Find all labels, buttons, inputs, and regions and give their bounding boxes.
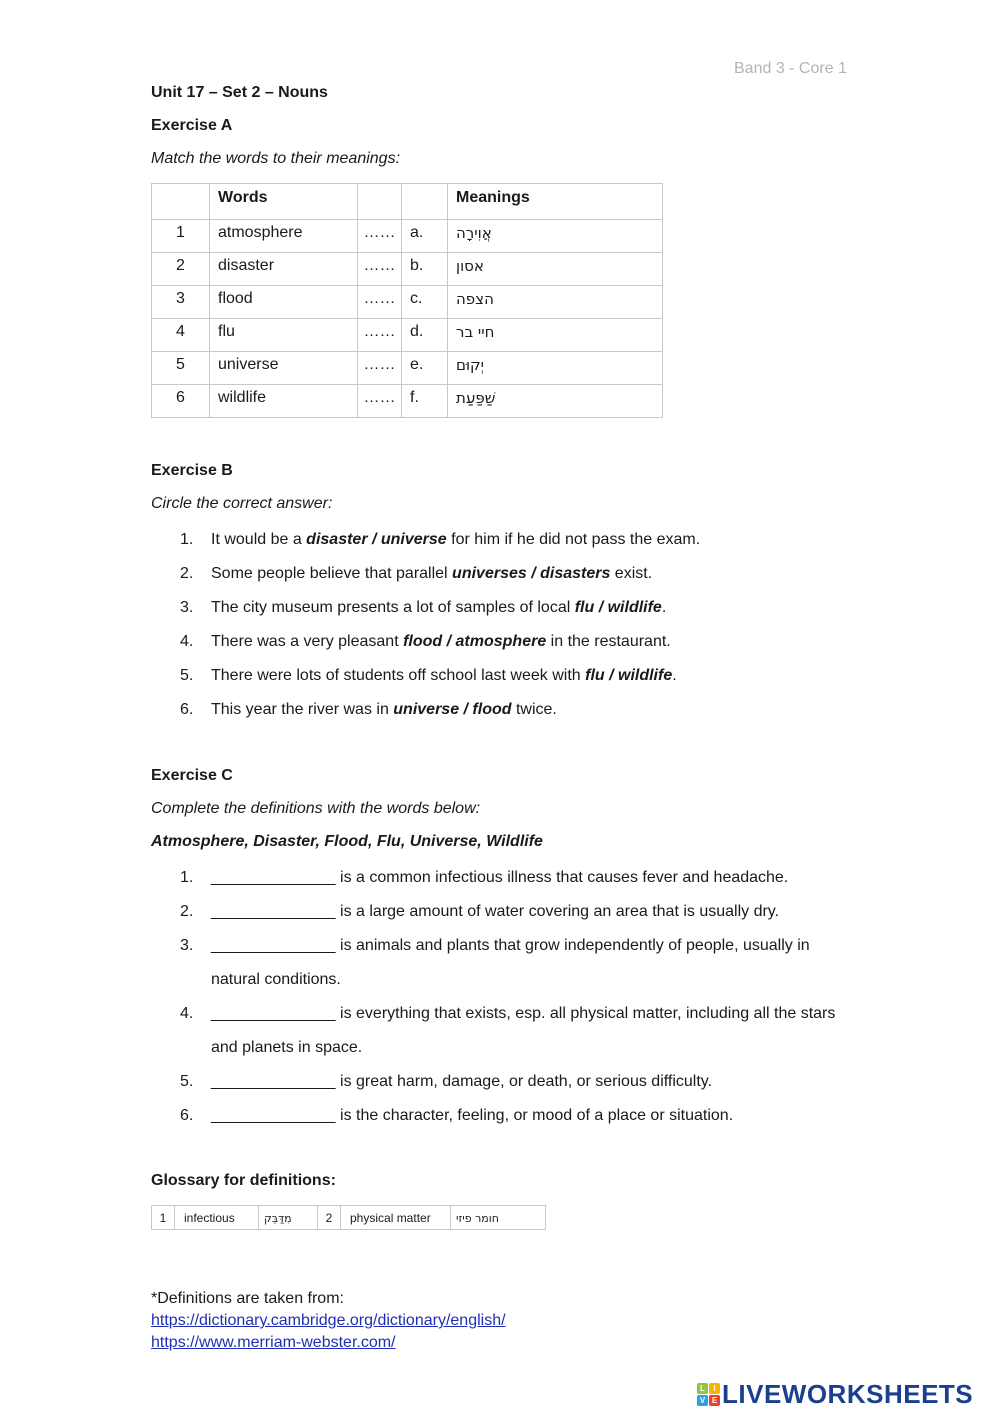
item-text-after: . — [661, 599, 667, 616]
item-text-before: This year the river was in — [211, 701, 394, 718]
item-number: 4. — [180, 633, 194, 650]
definition-text: is great harm, damage, or death, or serious difficulty. — [335, 1073, 713, 1090]
item-text-before: Some people believe that parallel — [211, 565, 453, 582]
header-letter — [402, 184, 448, 220]
item-number: 5. — [180, 1073, 194, 1090]
page-header-band: Band 3 - Core 1 — [734, 60, 847, 77]
exercise-c-list — [151, 867, 851, 1139]
logo-letter-i: I — [709, 1383, 720, 1394]
item-number: 1. — [180, 531, 194, 548]
list-item — [151, 901, 851, 923]
list-item — [151, 1105, 851, 1127]
row-letter: c. — [402, 286, 448, 319]
list-item — [151, 597, 700, 631]
row-word: disaster — [210, 253, 358, 286]
liveworksheets-brand — [697, 1379, 973, 1410]
row-letter: e. — [402, 352, 448, 385]
table-row — [152, 1206, 546, 1230]
liveworksheets-logo-icon — [697, 1383, 720, 1406]
exercise-a-instruction: Match the words to their meanings: — [151, 150, 401, 167]
matching-table — [151, 183, 663, 418]
logo-letter-e: E — [709, 1395, 720, 1406]
row-word: universe — [210, 352, 358, 385]
row-meaning: שַׁפַּעַת — [456, 389, 496, 407]
glossary-num: 1 — [152, 1206, 175, 1230]
row-num: 1 — [152, 220, 210, 253]
table-row — [152, 253, 663, 286]
answer-blank[interactable]: …… — [358, 253, 402, 286]
exercise-b-instruction: Circle the correct answer: — [151, 495, 333, 512]
item-text-before: There were lots of students off school last week with — [211, 667, 586, 684]
definition-text: is a large amount of water covering an area that is usually dry. — [335, 903, 780, 920]
exercise-b-heading: Exercise B — [151, 462, 233, 479]
fill-in-blank[interactable]: ______________ — [211, 1005, 336, 1022]
answer-options[interactable]: flood / atmosphere — [403, 633, 547, 650]
item-text-before: The city museum presents a lot of samples of local — [211, 599, 575, 616]
row-word: wildlife — [210, 385, 358, 418]
page-title: Unit 17 – Set 2 – Nouns — [151, 84, 328, 101]
item-text-before: There was a very pleasant — [211, 633, 404, 650]
item-text-after: for him if he did not pass the exam. — [446, 531, 701, 548]
sources-intro: *Definitions are taken from: — [151, 1290, 344, 1307]
item-number: 3. — [180, 599, 194, 616]
item-number: 6. — [180, 1107, 194, 1124]
item-text-after: exist. — [610, 565, 653, 582]
list-item — [151, 665, 700, 699]
logo-letter-l: L — [697, 1383, 708, 1394]
row-num: 6 — [152, 385, 210, 418]
list-item — [151, 997, 851, 1065]
row-meaning: הצפה — [456, 290, 494, 308]
answer-options[interactable]: universe / flood — [393, 701, 512, 718]
answer-options[interactable]: flu / wildlife — [585, 667, 673, 684]
table-row — [152, 385, 663, 418]
exercise-c-instruction: Complete the definitions with the words below: — [151, 800, 481, 817]
row-num: 4 — [152, 319, 210, 352]
row-word: flood — [210, 286, 358, 319]
item-text-after: in the restaurant. — [546, 633, 671, 650]
item-number: 3. — [180, 937, 194, 954]
fill-in-blank[interactable]: ______________ — [211, 903, 336, 920]
answer-options[interactable]: universes / disasters — [452, 565, 611, 582]
fill-in-blank[interactable]: ______________ — [211, 1107, 336, 1124]
item-number: 2. — [180, 565, 194, 582]
answer-blank[interactable]: …… — [358, 385, 402, 418]
answer-blank[interactable]: …… — [358, 286, 402, 319]
definition-text: is animals and plants that grow independently of people, usually in natural conditions. — [211, 937, 810, 988]
glossary-heading: Glossary for definitions: — [151, 1172, 336, 1189]
list-item — [151, 867, 851, 889]
item-text-before: It would be a — [211, 531, 307, 548]
row-letter: d. — [402, 319, 448, 352]
item-text-after: . — [672, 667, 677, 684]
item-number: 2. — [180, 903, 194, 920]
row-letter: a. — [402, 220, 448, 253]
merriam-webster-link[interactable]: https://www.merriam-webster.com/ — [151, 1334, 396, 1351]
glossary-hebrew: חומר פיזי — [456, 1211, 499, 1225]
item-number: 5. — [180, 667, 194, 684]
cambridge-link[interactable]: https://dictionary.cambridge.org/dictionary/english/ — [151, 1312, 506, 1329]
matching-table-header — [152, 184, 663, 220]
list-item — [151, 1071, 851, 1093]
glossary-word: physical matter — [341, 1206, 451, 1230]
glossary-num: 2 — [318, 1206, 341, 1230]
fill-in-blank[interactable]: ______________ — [211, 869, 336, 886]
definition-text: is the character, feeling, or mood of a place or situation. — [335, 1107, 734, 1124]
list-item — [151, 631, 700, 665]
exercise-c-heading: Exercise C — [151, 767, 233, 784]
table-row — [152, 352, 663, 385]
row-letter: f. — [402, 385, 448, 418]
answer-blank[interactable]: …… — [358, 352, 402, 385]
table-row — [152, 286, 663, 319]
item-number: 1. — [180, 869, 194, 886]
item-number: 6. — [180, 701, 194, 718]
answer-options[interactable]: flu / wildlife — [574, 599, 662, 616]
sources-block — [151, 1288, 506, 1354]
header-meanings: Meanings — [448, 184, 663, 220]
exercise-b-list — [151, 529, 700, 733]
glossary-table — [151, 1205, 546, 1230]
list-item — [151, 699, 700, 733]
row-word: atmosphere — [210, 220, 358, 253]
row-meaning: חיי בר — [456, 323, 495, 341]
header-words: Words — [210, 184, 358, 220]
word-bank: Atmosphere, Disaster, Flood, Flu, Universe, Wildlife — [151, 833, 543, 850]
header-num — [152, 184, 210, 220]
brand-name: LIVEWORKSHEETS — [722, 1379, 974, 1409]
row-num: 3 — [152, 286, 210, 319]
row-meaning: יְקוּם — [456, 356, 485, 374]
answer-options[interactable]: disaster / universe — [306, 531, 447, 548]
item-number: 4. — [180, 1005, 194, 1022]
answer-blank[interactable]: …… — [358, 220, 402, 253]
list-item — [151, 563, 700, 597]
row-num: 5 — [152, 352, 210, 385]
item-text-after: twice. — [511, 701, 557, 718]
list-item — [151, 929, 851, 997]
row-word: flu — [210, 319, 358, 352]
definition-text: is everything that exists, esp. all physical matter, including all the stars and planets in space. — [211, 1005, 836, 1056]
exercise-a-heading: Exercise A — [151, 117, 233, 134]
row-meaning: אֲוִירָה — [456, 224, 492, 242]
table-row — [152, 319, 663, 352]
row-num: 2 — [152, 253, 210, 286]
glossary-word: infectious — [175, 1206, 259, 1230]
answer-blank[interactable]: …… — [358, 319, 402, 352]
list-item — [151, 529, 700, 563]
fill-in-blank[interactable]: ______________ — [211, 937, 336, 954]
header-blank — [358, 184, 402, 220]
fill-in-blank[interactable]: ______________ — [211, 1073, 336, 1090]
row-letter: b. — [402, 253, 448, 286]
glossary-hebrew: מִדַּבֵּק — [264, 1211, 292, 1225]
table-row — [152, 220, 663, 253]
logo-letter-v: V — [697, 1395, 708, 1406]
row-meaning: אסון — [456, 257, 484, 275]
definition-text: is a common infectious illness that causes fever and headache. — [335, 869, 789, 886]
